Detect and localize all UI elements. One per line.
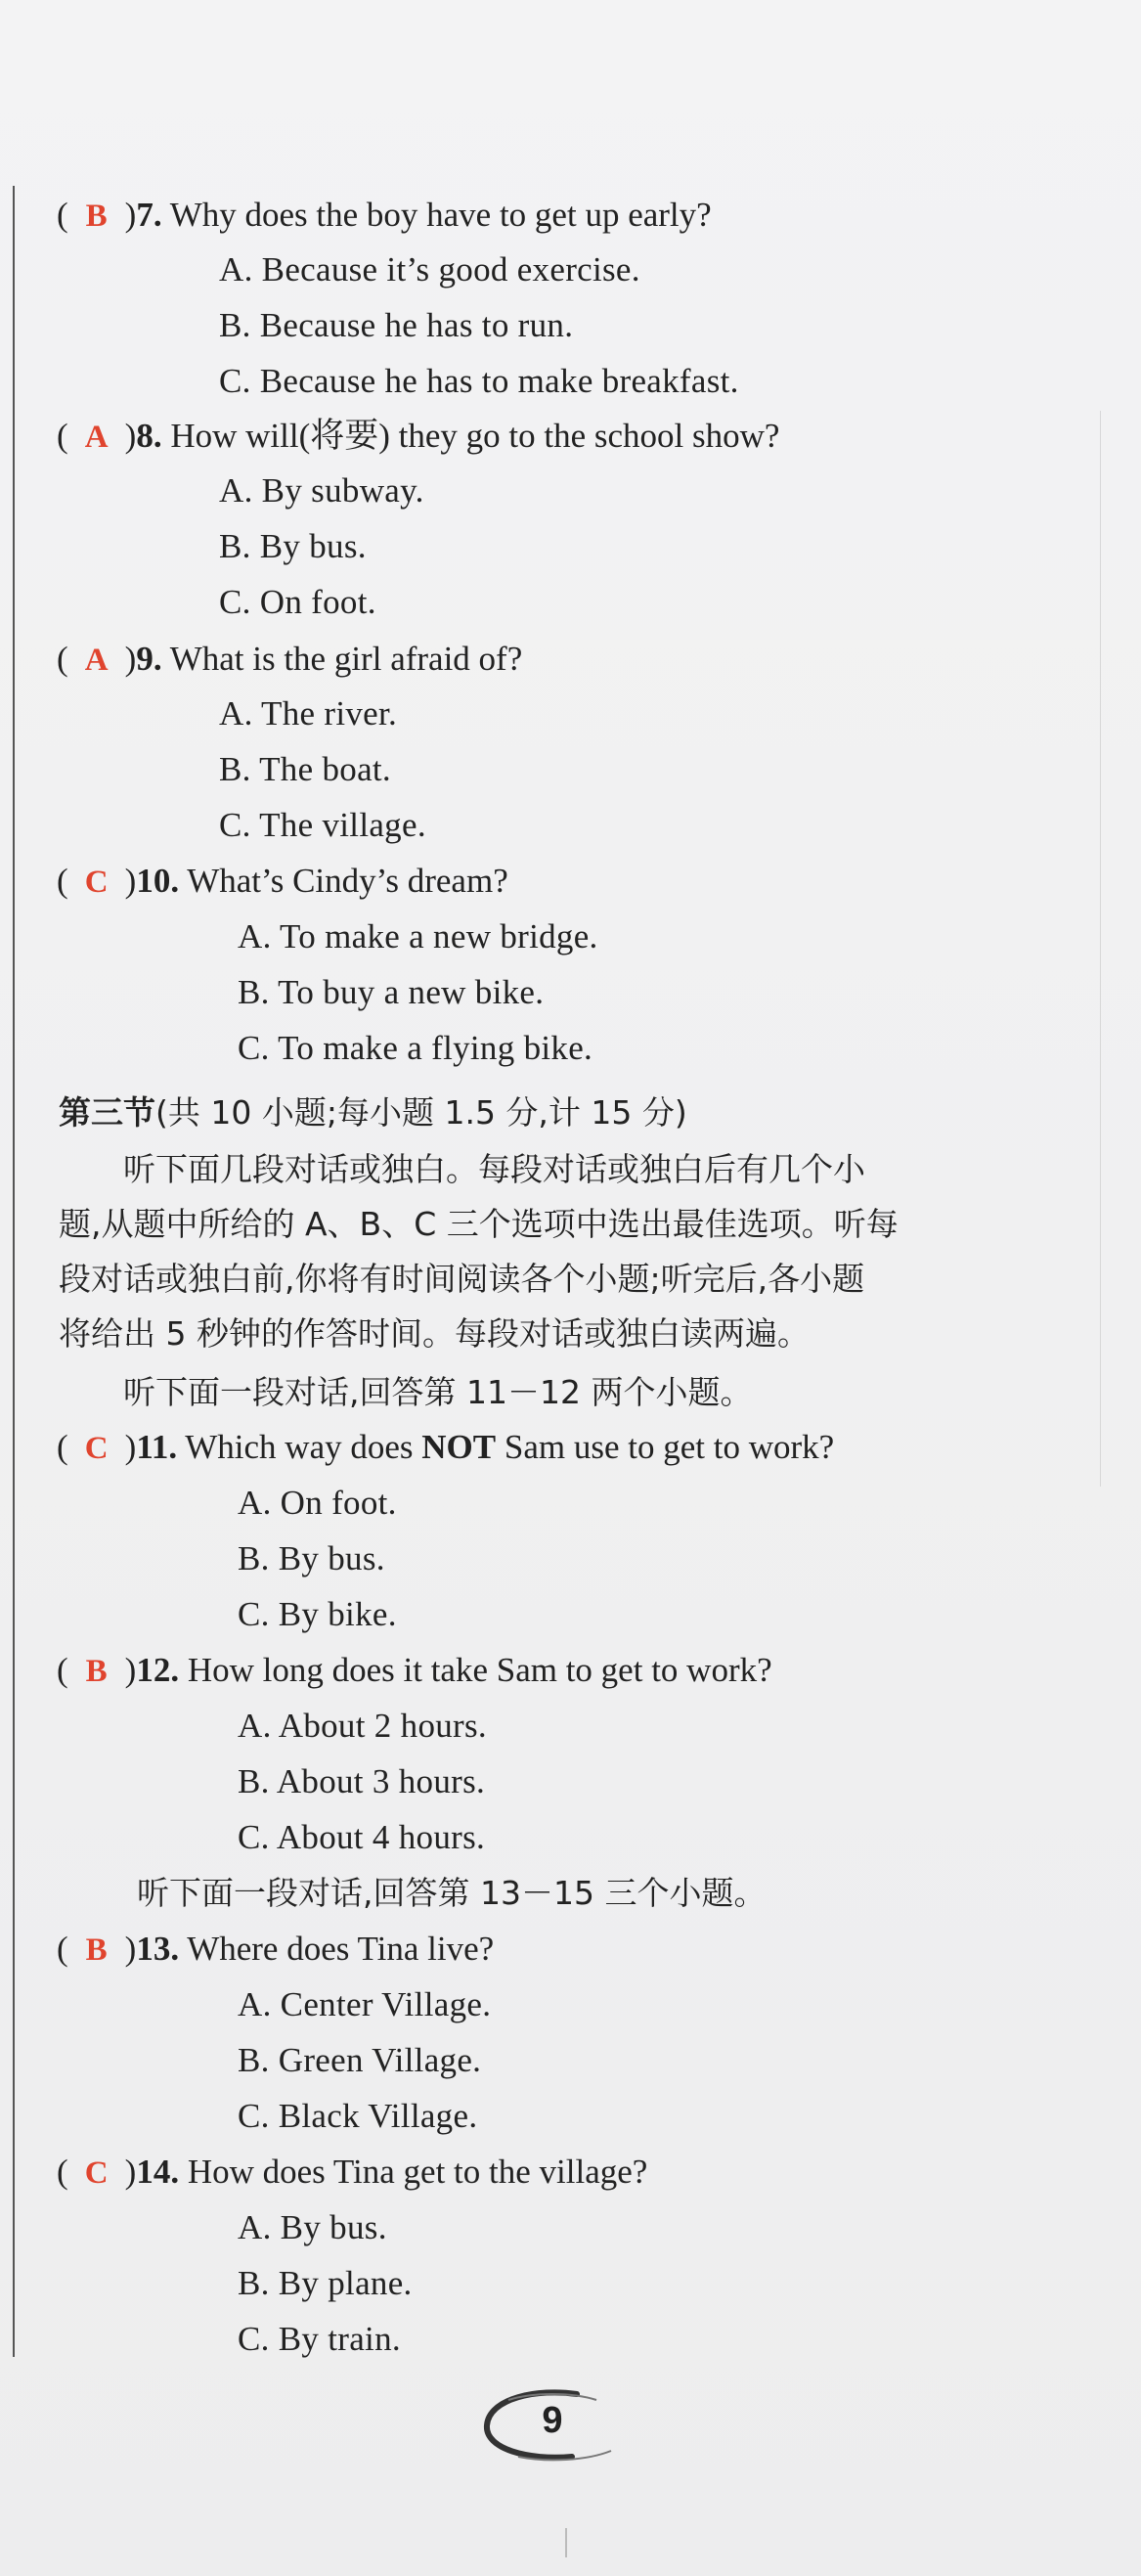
open-paren: ( bbox=[57, 417, 68, 455]
open-paren: ( bbox=[57, 2153, 68, 2191]
close-paren: ) bbox=[124, 196, 137, 234]
left-margin-rule bbox=[13, 186, 15, 2357]
question-number: 10. bbox=[136, 862, 180, 900]
question-text: What’s Cindy’s dream? bbox=[187, 862, 508, 900]
question-number: 7. bbox=[136, 196, 162, 234]
question-number: 12. bbox=[136, 1651, 180, 1689]
question-14 bbox=[57, 2145, 647, 2199]
open-paren: ( bbox=[57, 640, 68, 678]
close-paren: ) bbox=[124, 2153, 137, 2191]
answer-mark: B bbox=[85, 199, 108, 234]
option-a: A. On foot. bbox=[238, 1484, 397, 1522]
page-number: 9 bbox=[542, 2400, 563, 2441]
open-paren: ( bbox=[57, 1651, 68, 1689]
question-7 bbox=[57, 188, 712, 243]
instructions-line-1: 听下面几段对话或独白。每段对话或独白后有几个小 bbox=[123, 1150, 865, 1188]
emphasis-not: NOT bbox=[421, 1428, 497, 1466]
answer-mark: B bbox=[85, 1654, 108, 1689]
question-text-end: Sam use to get to work? bbox=[496, 1428, 835, 1466]
section-instructions bbox=[59, 1142, 1075, 1361]
option-b: B. To buy a new bike. bbox=[238, 973, 545, 1011]
section-title-bold: 第三节 bbox=[59, 1093, 155, 1132]
option-a: A. By bus. bbox=[238, 2208, 387, 2246]
question-9 bbox=[57, 632, 522, 687]
option-c: C. On foot. bbox=[219, 583, 376, 621]
option-b: B. Because he has to run. bbox=[219, 306, 574, 344]
page-number-badge bbox=[479, 2386, 626, 2474]
question-10 bbox=[57, 854, 508, 909]
answer-mark: C bbox=[84, 1431, 109, 1466]
question-8 bbox=[57, 409, 779, 464]
option-b: B. The boat. bbox=[219, 750, 391, 788]
close-paren: ) bbox=[124, 1651, 137, 1689]
close-paren: ) bbox=[124, 1428, 137, 1466]
question-12 bbox=[57, 1643, 772, 1698]
question-text: Where does Tina live? bbox=[187, 1930, 495, 1968]
instructions-line-2: 题,从题中所给的 A、B、C 三个选项中选出最佳选项。听每 bbox=[59, 1205, 899, 1243]
option-b: B. About 3 hours. bbox=[238, 1762, 486, 1800]
answer-mark: C bbox=[84, 865, 109, 900]
option-a: A. To make a new bridge. bbox=[238, 917, 598, 955]
section-title bbox=[59, 1086, 687, 1140]
answer-mark: B bbox=[85, 1932, 108, 1968]
section-title-scoring: (共 10 小题;每小题 1.5 分,计 15 分) bbox=[155, 1093, 687, 1132]
question-text: How will(将要) they go to the school show? bbox=[170, 417, 780, 455]
question-number: 9. bbox=[136, 640, 162, 678]
option-b: B. By plane. bbox=[238, 2264, 413, 2302]
option-a: A. The river. bbox=[219, 694, 398, 733]
question-text: Why does the boy have to get up early? bbox=[169, 196, 712, 234]
option-a: A. About 2 hours. bbox=[238, 1707, 487, 1745]
close-paren: ) bbox=[124, 862, 137, 900]
question-13 bbox=[57, 1922, 494, 1976]
bottom-tick bbox=[565, 2528, 567, 2557]
option-a: A. Center Village. bbox=[238, 1985, 492, 2023]
option-c: C. By train. bbox=[238, 2320, 401, 2358]
dialogue-instruction: 听下面一段对话,回答第 13－15 三个小题。 bbox=[137, 1874, 767, 1912]
option-c: C. Black Village. bbox=[238, 2097, 478, 2135]
option-b: B. By bus. bbox=[238, 1539, 385, 1577]
answer-mark: C bbox=[84, 2155, 109, 2191]
option-c: C. By bike. bbox=[238, 1595, 397, 1633]
question-text: Which way does bbox=[185, 1428, 422, 1466]
option-c: C. Because he has to make breakfast. bbox=[219, 362, 739, 400]
option-c: C. To make a flying bike. bbox=[238, 1029, 593, 1067]
faint-rule bbox=[1100, 411, 1101, 1487]
open-paren: ( bbox=[57, 1428, 68, 1466]
dialogue-instruction: 听下面一段对话,回答第 11－12 两个小题。 bbox=[123, 1373, 753, 1411]
question-number: 8. bbox=[136, 417, 162, 455]
option-a: A. By subway. bbox=[219, 471, 424, 510]
question-11 bbox=[57, 1420, 834, 1475]
instructions-line-4: 将给出 5 秒钟的作答时间。每段对话或独白读两遍。 bbox=[59, 1314, 810, 1353]
option-b: B. By bus. bbox=[219, 527, 367, 565]
answer-mark: A bbox=[84, 420, 109, 455]
option-b: B. Green Village. bbox=[238, 2041, 482, 2079]
option-a: A. Because it’s good exercise. bbox=[219, 250, 640, 289]
close-paren: ) bbox=[124, 1930, 137, 1968]
open-paren: ( bbox=[57, 862, 68, 900]
instructions-line-3: 段对话或独白前,你将有时间阅读各个小题;听完后,各小题 bbox=[59, 1260, 865, 1298]
close-paren: ) bbox=[124, 640, 137, 678]
option-c: C. The village. bbox=[219, 806, 426, 844]
open-paren: ( bbox=[57, 1930, 68, 1968]
close-paren: ) bbox=[124, 417, 137, 455]
question-text: How long does it take Sam to get to work? bbox=[187, 1651, 772, 1689]
answer-mark: A bbox=[84, 643, 109, 678]
question-text: How does Tina get to the village? bbox=[187, 2153, 648, 2191]
question-number: 11. bbox=[136, 1428, 178, 1466]
open-paren: ( bbox=[57, 196, 68, 234]
option-c: C. About 4 hours. bbox=[238, 1818, 486, 1856]
question-number: 14. bbox=[136, 2153, 180, 2191]
question-text: What is the girl afraid of? bbox=[169, 640, 523, 678]
question-number: 13. bbox=[136, 1930, 180, 1968]
